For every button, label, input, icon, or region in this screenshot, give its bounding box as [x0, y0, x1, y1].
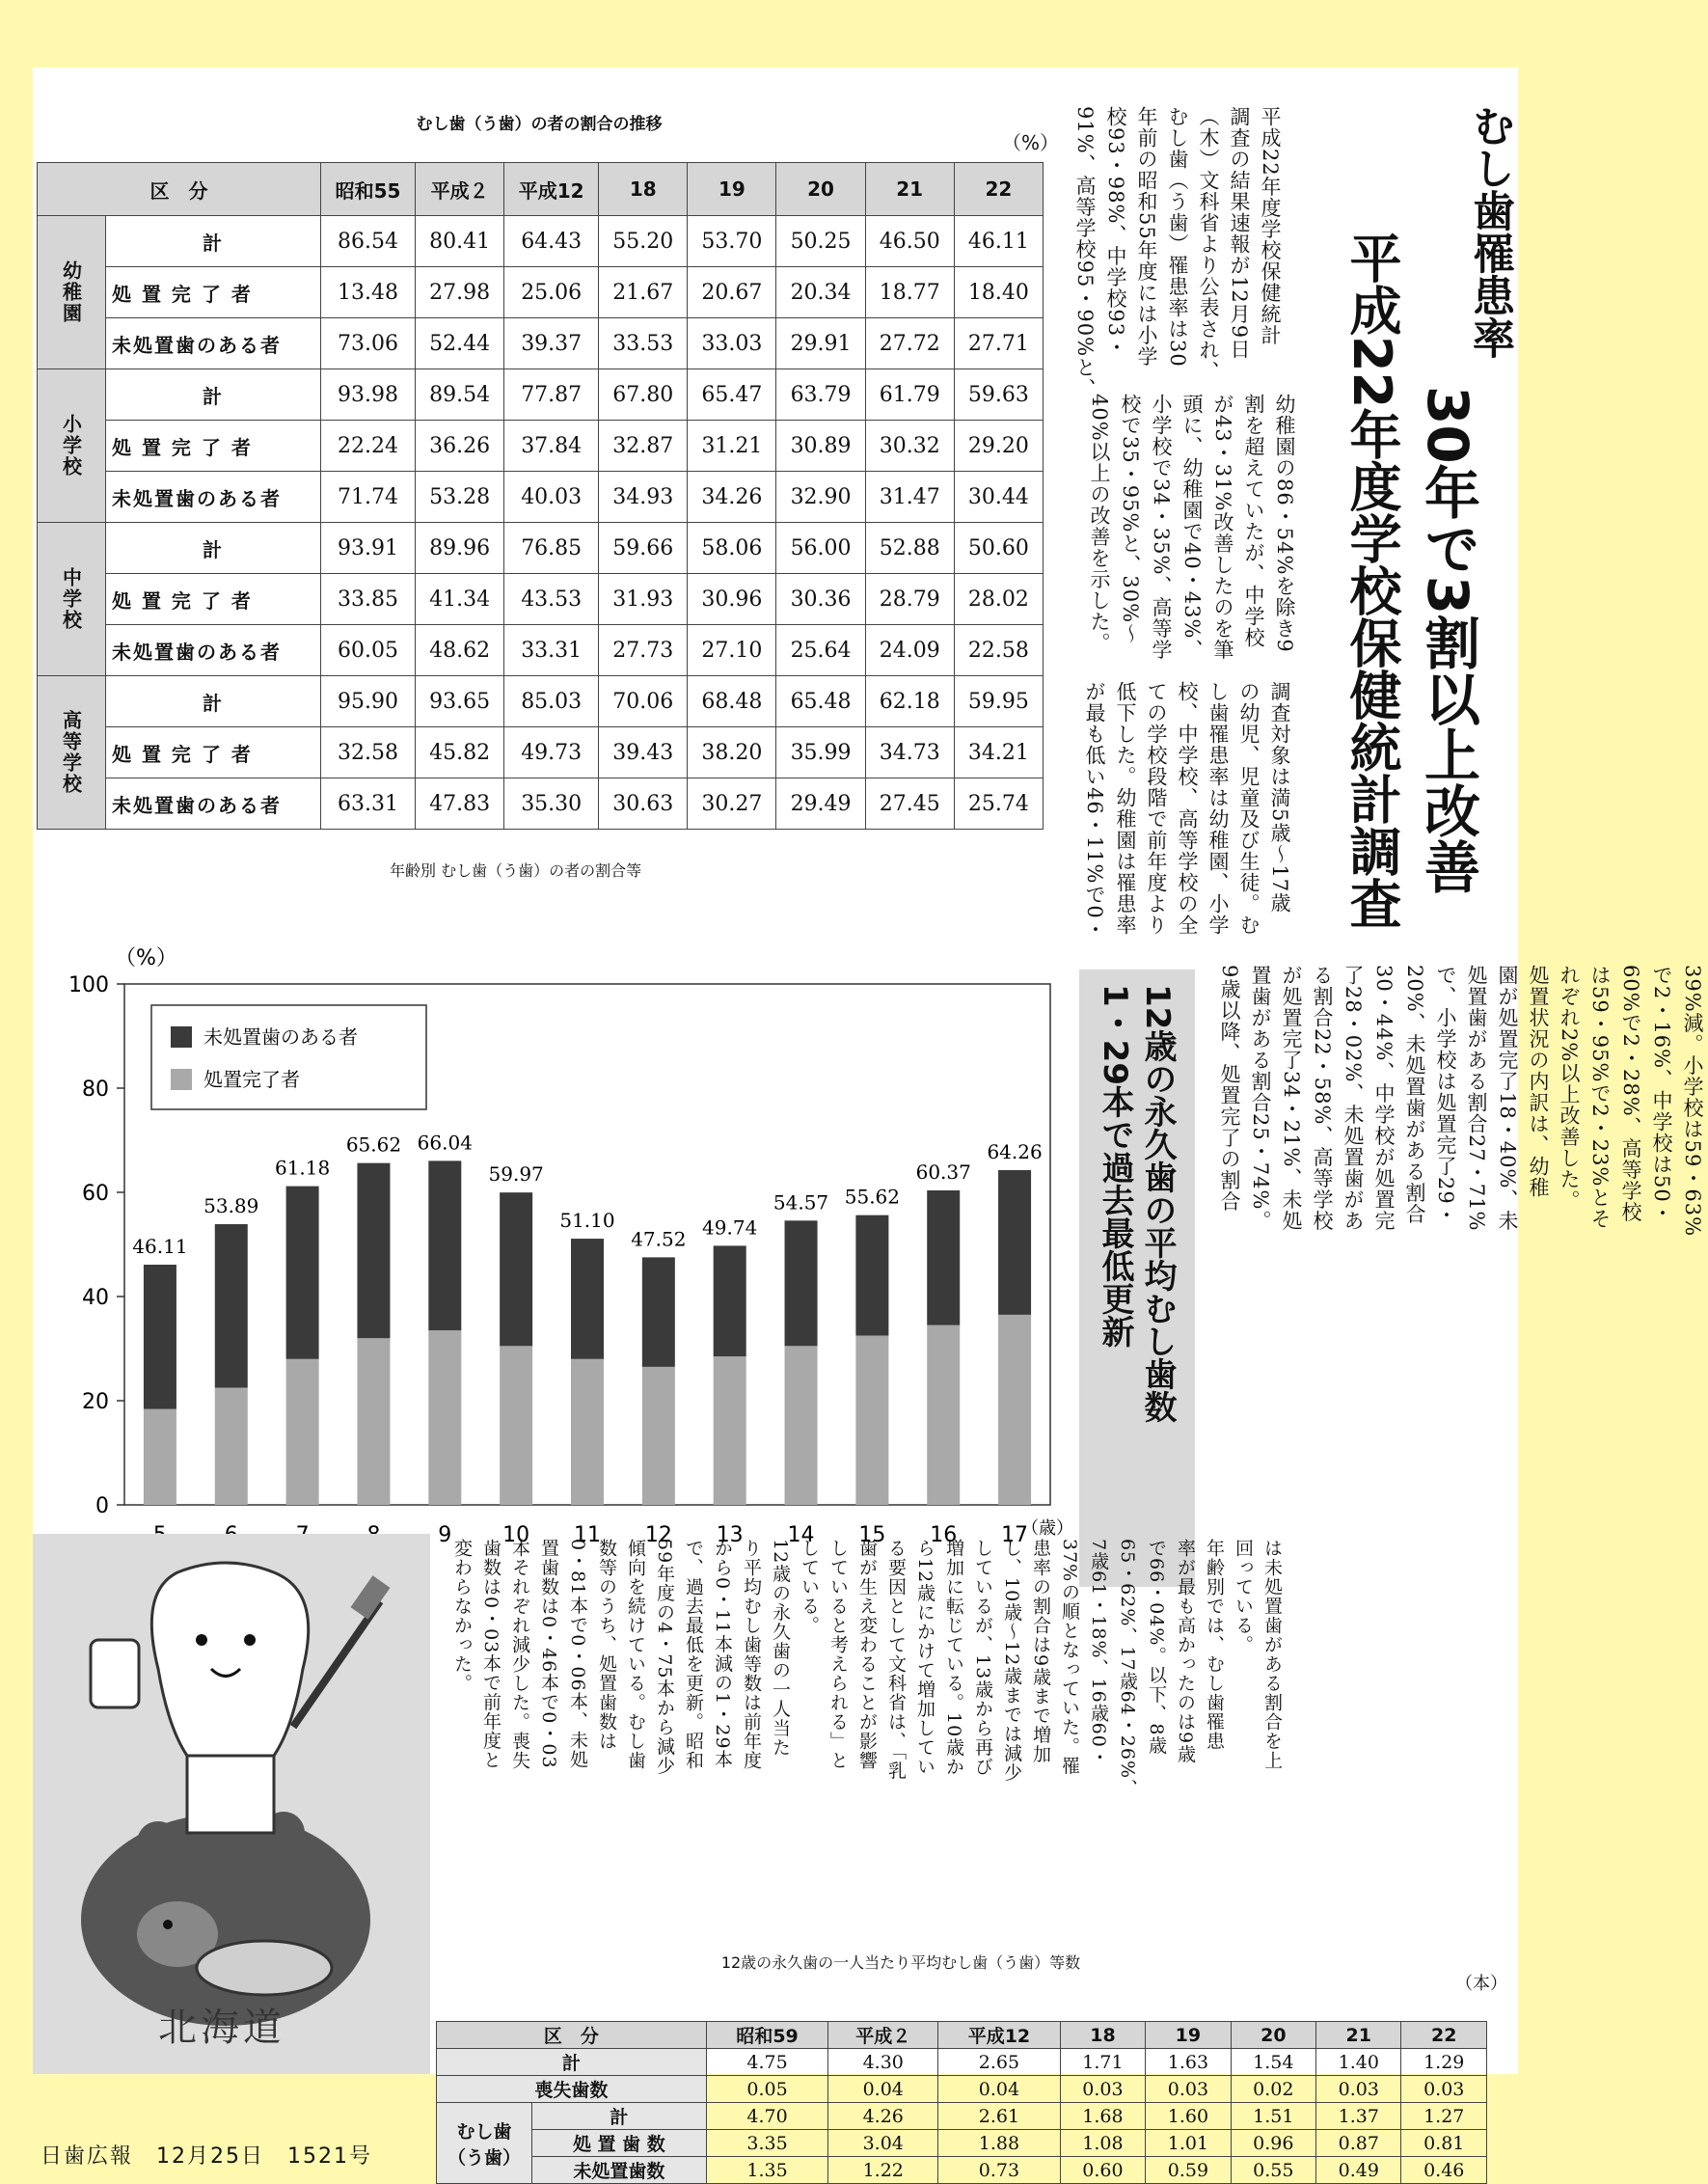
table2-cell: 0.05 — [706, 2076, 828, 2103]
article-low: は未処置歯がある割合を上 回っている。 年齢別では、むし歯罹患 率が最も高かったのは9歳 で66・04%。以下、8歳 65・62%、17歳64・26%、 7歳61・18%、16歳60・ 37%の順となっていた。罹 患率の割合は9歳まで増加 し、10歳〜12歳までは減少 しているが、13歳から再び 増加に転じている。10歳か ら12歳にかけて増加してい る要因として文科省は、「乳 歯が生え変わることが影響 していると考えられる」と している。 12歳の永久歯の一人当た り平均むし歯等数は前年度 から0・11本減の1・29本 で、過去最低を更新。昭和 59年度の4・75本から減少 傾向を続けている。むし歯 数等のうち、処置歯数は 0・81本で0・06本、未処 置歯数は0・46本で0・03 本それぞれ減少した。喪失 歯数は0・03本で前年度と 変わらなかった。 — [451, 1539, 1283, 1798]
table1-cell: 30.63 — [599, 778, 688, 830]
table2-cell: 1.60 — [1146, 2103, 1231, 2130]
y-tick-label: 0 — [95, 1494, 109, 1518]
table2-cell: 0.04 — [938, 2076, 1061, 2103]
x-tick-label: 11 — [574, 1523, 601, 1547]
legend-label-treated: 処置完了者 — [203, 1068, 300, 1091]
table2-cell: 1.51 — [1231, 2103, 1315, 2130]
table1-cell: 25.06 — [504, 267, 599, 318]
table1-cell: 28.02 — [954, 574, 1043, 625]
table1-cell: 30.96 — [688, 574, 776, 625]
table1-header-year: 昭和55 — [321, 163, 416, 216]
table2-cell: 4.70 — [706, 2103, 828, 2130]
table1-cell: 25.74 — [954, 778, 1043, 830]
y-tick-label: 80 — [82, 1078, 109, 1102]
table1-cell: 45.82 — [416, 727, 504, 778]
table1-cell: 50.60 — [954, 523, 1043, 574]
table2-cell: 4.75 — [706, 2049, 828, 2076]
bar-total-label: 54.57 — [773, 1190, 829, 1215]
table1-cell: 18.40 — [954, 267, 1043, 318]
table2-cell: 0.96 — [1231, 2130, 1315, 2157]
bar-untreated — [998, 1170, 1031, 1315]
table2-header-year: 21 — [1316, 2022, 1401, 2049]
table1-cell: 64.43 — [504, 216, 599, 267]
mascot-label: 北海道 — [158, 2006, 285, 2050]
table1-cell: 34.93 — [599, 472, 688, 523]
y-axis-unit: （%） — [115, 946, 177, 970]
table2-cell: 2.61 — [938, 2103, 1061, 2130]
table1-row — [38, 267, 1044, 318]
table1-cell: 20.34 — [776, 267, 865, 318]
tooth-head — [151, 1563, 308, 1756]
table1-header-year: 20 — [776, 163, 865, 216]
table1-cell: 30.27 — [688, 778, 776, 830]
table1-cell: 70.06 — [599, 676, 688, 727]
table1-cell: 18.77 — [865, 267, 954, 318]
table1-row — [38, 574, 1044, 625]
table1-row — [38, 472, 1044, 523]
table1-cell: 30.32 — [865, 421, 954, 472]
table2-cell: 0.87 — [1316, 2130, 1401, 2157]
table2-cell: 1.54 — [1231, 2049, 1315, 2076]
table1-header-year: 平成２ — [416, 163, 504, 216]
tooth-bear-mascot-image — [33, 1534, 430, 2074]
table1-row-label: 処 置 完 了 者 — [106, 574, 321, 625]
table1-cell: 35.99 — [776, 727, 865, 778]
chart-title: 年齢別 むし歯（う歯）の者の割合等 — [390, 861, 642, 880]
legend-swatch-treated — [171, 1069, 192, 1090]
table2-cell: 0.81 — [1401, 2130, 1487, 2157]
table1-cell: 61.79 — [865, 369, 954, 421]
table1-row — [38, 727, 1044, 778]
table1-row-label: 処 置 完 了 者 — [106, 267, 321, 318]
table1-cell: 32.87 — [599, 421, 688, 472]
table1-cell: 22.24 — [321, 421, 416, 472]
bar-treated — [500, 1346, 532, 1505]
y-tick-label: 20 — [82, 1390, 109, 1414]
bar-treated — [428, 1330, 461, 1505]
table1-cell: 28.79 — [865, 574, 954, 625]
table1-header-year: 平成12 — [504, 163, 599, 216]
table2-cell: 0.03 — [1316, 2076, 1401, 2103]
table1-cell: 80.41 — [416, 216, 504, 267]
article-top-col3: 調査対象は満5歳〜17歳 の幼児、児童及び生徒。む し歯罹患率は幼稚園、小学 校、中学校、高等学校の全 ての学校段階で前年度より 低下した。幼稚園は罹患率 が最も低い46・11%で0・ — [1083, 681, 1291, 941]
bear-body — [81, 1814, 370, 2026]
table1-cell: 40.03 — [504, 472, 599, 523]
article-top-col1: 平成22年度学校保健統計 調査の結果速報が12月9日 （木）文科省より公表され、 むし歯（う歯）罹患率は30 年前の昭和55年度には小学 校93・98%、中学校93・ 91%、高等学校95・90%と、 — [1073, 106, 1282, 400]
bar-treated — [998, 1315, 1031, 1505]
table2-header-year: 20 — [1231, 2022, 1315, 2049]
bar-treated — [357, 1338, 390, 1505]
table1-cell: 65.47 — [688, 369, 776, 421]
table2-cell: 0.03 — [1060, 2076, 1145, 2103]
tooth-eye-left — [196, 1634, 207, 1646]
table2-row-label: 未処置歯数 — [532, 2157, 707, 2184]
table1-cell: 67.80 — [599, 369, 688, 421]
bar-total-label: 61.18 — [274, 1156, 331, 1180]
mascot-illustration — [33, 1534, 430, 2074]
bar-untreated — [785, 1220, 818, 1346]
footer-issue: 日歯広報 12月25日 1521号 — [41, 2144, 372, 2169]
bar-total-label: 53.89 — [203, 1193, 259, 1217]
x-tick-label: 12 — [644, 1523, 672, 1547]
table2-header-category: 区 分 — [437, 2022, 707, 2049]
table2-cell: 0.73 — [938, 2157, 1061, 2184]
table1-cell: 27.73 — [599, 625, 688, 676]
table1-cell: 71.74 — [321, 472, 416, 523]
bear-ear-left — [137, 1821, 179, 1864]
table1-header-row — [38, 163, 1044, 216]
bar-total-label: 64.26 — [987, 1139, 1043, 1163]
table1-row-label: 計 — [106, 523, 321, 574]
bar-untreated — [927, 1190, 960, 1325]
tooth-body — [187, 1756, 274, 1833]
x-tick-label: 9 — [438, 1523, 452, 1547]
headline-main: 30年で3割以上改善 — [1415, 386, 1480, 895]
table1-cell: 31.93 — [599, 574, 688, 625]
table1-cell: 93.98 — [321, 369, 416, 421]
table2-cell: 1.01 — [1146, 2130, 1231, 2157]
table1-cell: 58.06 — [688, 523, 776, 574]
table1-cell: 47.83 — [416, 778, 504, 830]
table1-row-label: 計 — [106, 676, 321, 727]
table1-cell: 32.90 — [776, 472, 865, 523]
bar-untreated — [642, 1257, 675, 1367]
table1-cell: 46.11 — [954, 216, 1043, 267]
y-tick-label: 100 — [68, 973, 109, 997]
table1-cell: 89.96 — [416, 523, 504, 574]
table2-cell: 1.29 — [1401, 2049, 1487, 2076]
table2-cell: 1.37 — [1316, 2103, 1401, 2130]
table1-cell: 27.10 — [688, 625, 776, 676]
bar-untreated — [855, 1215, 888, 1336]
bar-treated — [855, 1336, 888, 1506]
table2-cell: 3.35 — [706, 2130, 828, 2157]
table2-row — [437, 2076, 1487, 2103]
bar-untreated — [215, 1224, 248, 1388]
article-top-col2: 幼稚園の86・54%を除き9 割を超えていたが、中学校 が43・31%改善したのを筆 頭に、幼稚園で40・43%、 小学校で34・35%、高等学 校で35・95%と、30%〜 40%以上の改善を示した。 — [1088, 394, 1296, 661]
table2-row-label: 計 — [532, 2103, 707, 2130]
table1-cell: 59.63 — [954, 369, 1043, 421]
table1-cell: 43.53 — [504, 574, 599, 625]
table1-cell: 24.09 — [865, 625, 954, 676]
table1-cell: 30.44 — [954, 472, 1043, 523]
table1-cell: 53.70 — [688, 216, 776, 267]
table1-cell: 52.88 — [865, 523, 954, 574]
bar-treated — [144, 1409, 176, 1505]
toothbrush-head — [351, 1575, 391, 1619]
bar-treated — [785, 1346, 818, 1505]
table1-cell: 89.54 — [416, 369, 504, 421]
bar-treated — [215, 1388, 248, 1506]
table1-cell: 31.47 — [865, 472, 954, 523]
table1-row-label: 未処置歯のある者 — [106, 778, 321, 830]
table2-cell: 0.04 — [828, 2076, 938, 2103]
table1-cell: 63.31 — [321, 778, 416, 830]
table1-cell: 36.26 — [416, 421, 504, 472]
bar-total-label: 46.11 — [132, 1235, 188, 1259]
bar-total-label: 49.74 — [702, 1215, 758, 1240]
table2-cell: 1.22 — [828, 2157, 938, 2184]
table1-cell: 33.31 — [504, 625, 599, 676]
y-tick-label: 40 — [82, 1286, 109, 1310]
table1-cell: 37.84 — [504, 421, 599, 472]
table1-cell: 25.64 — [776, 625, 865, 676]
table2-cell: 0.46 — [1401, 2157, 1487, 2184]
fish — [197, 1941, 332, 1995]
table1-group-label: 中学校 — [38, 523, 106, 676]
table1-cell: 13.48 — [321, 267, 416, 318]
table1-cell: 52.44 — [416, 318, 504, 369]
table1-cell: 65.48 — [776, 676, 865, 727]
table2-row — [437, 2130, 1487, 2157]
table1-cell: 85.03 — [504, 676, 599, 727]
table1-cell: 27.72 — [865, 318, 954, 369]
table1-row-label: 未処置歯のある者 — [106, 472, 321, 523]
headline-kicker: むし歯罹患率 — [1465, 104, 1514, 359]
table1-header-year: 19 — [688, 163, 776, 216]
legend-swatch-untreated — [171, 1026, 192, 1048]
table1-cell: 76.85 — [504, 523, 599, 574]
table2-header-row — [437, 2022, 1487, 2049]
bar-total-label: 65.62 — [345, 1133, 402, 1157]
bar-total-label: 51.10 — [559, 1209, 615, 1233]
y-tick-label: 60 — [82, 1182, 109, 1206]
bar-total-label: 47.52 — [631, 1227, 687, 1251]
bar-treated — [927, 1325, 960, 1505]
table2-cell: 0.59 — [1146, 2157, 1231, 2184]
table1-cell: 39.43 — [599, 727, 688, 778]
subheadline: 12歳の永久歯の平均むし歯数 1・29本で過去最低更新 — [1096, 984, 1177, 1424]
table1-cell: 38.20 — [688, 727, 776, 778]
newspaper-clipping — [33, 68, 1704, 2074]
table1-cell: 56.00 — [776, 523, 865, 574]
table2-cell: 0.03 — [1146, 2076, 1231, 2103]
table2-header-year: 18 — [1060, 2022, 1145, 2049]
table1-cell: 27.45 — [865, 778, 954, 830]
table1-cell: 34.21 — [954, 727, 1043, 778]
table2-cell: 1.68 — [1060, 2103, 1145, 2130]
bar-total-label: 59.97 — [488, 1162, 544, 1187]
table1-row — [38, 318, 1044, 369]
table2-cell: 0.60 — [1060, 2157, 1145, 2184]
table2-cell: 1.08 — [1060, 2130, 1145, 2157]
table1-cell: 32.58 — [321, 727, 416, 778]
table2-cell: 1.27 — [1401, 2103, 1487, 2130]
table1-cell: 41.34 — [416, 574, 504, 625]
table1-cell: 35.30 — [504, 778, 599, 830]
table1-row-label: 処 置 完 了 者 — [106, 421, 321, 472]
table1-cell: 33.03 — [688, 318, 776, 369]
headline-sub: 平成22年度学校保健統計調査 — [1342, 232, 1402, 930]
caries-ratio-table — [37, 162, 1044, 830]
table1-cell: 27.71 — [954, 318, 1043, 369]
table1-cell: 48.62 — [416, 625, 504, 676]
table2-header-year: 22 — [1401, 2022, 1487, 2049]
table2-cell: 0.49 — [1316, 2157, 1401, 2184]
table1-cell: 60.05 — [321, 625, 416, 676]
table1-cell: 27.98 — [416, 267, 504, 318]
table1-cell: 55.20 — [599, 216, 688, 267]
table2-cell: 4.26 — [828, 2103, 938, 2130]
table2-cell: 1.71 — [1060, 2049, 1145, 2076]
table1-cell: 73.06 — [321, 318, 416, 369]
table1-cell: 29.91 — [776, 318, 865, 369]
legend-label-untreated: 未処置歯のある者 — [203, 1025, 358, 1049]
table1-row — [38, 523, 1044, 574]
table1-unit: （%） — [1002, 131, 1060, 154]
table1-header-year: 21 — [865, 163, 954, 216]
table1-title: むし歯（う歯）の者の割合の推移 — [416, 115, 663, 134]
table1-cell: 49.73 — [504, 727, 599, 778]
table1-cell: 39.37 — [504, 318, 599, 369]
table2-header-year: 19 — [1146, 2022, 1231, 2049]
table1-cell: 30.36 — [776, 574, 865, 625]
milk-jar — [91, 1640, 139, 1707]
bar-untreated — [571, 1239, 604, 1359]
bar-untreated — [144, 1265, 176, 1409]
table1-cell: 50.25 — [776, 216, 865, 267]
x-tick-label: 10 — [502, 1523, 530, 1547]
bar-treated — [286, 1359, 319, 1505]
article-mid: 39%減。小学校は59・63% で2・16%、中学校は50・ 60%で2・28%、高等学校 は59・95%で2・23%とそ れぞれ2%以上改善した。 処置状況の内訳は、幼稚 園が処置完了18・40%、未 処置歯がある割合27・71% で、小学校は処置完了29・ 20%、未処置歯がある割合 30・44%、中学校が処置完 了28・02%、未処置歯があ る割合22・58%、高等学校 が処置完了34・21%、未処 置歯がある割合25・74%。 9歳以降、処置完了の割合 — [1218, 965, 1704, 1238]
table1-header-year: 22 — [954, 163, 1043, 216]
table1-cell: 63.79 — [776, 369, 865, 421]
table1-cell: 53.28 — [416, 472, 504, 523]
age-caries-bar-chart — [33, 878, 1074, 1611]
table1-cell: 29.49 — [776, 778, 865, 830]
x-tick-label: 14 — [787, 1523, 815, 1547]
table1-row — [38, 421, 1044, 472]
bar-treated — [571, 1359, 604, 1505]
bar-treated — [714, 1356, 746, 1505]
table2-cell: 1.40 — [1316, 2049, 1401, 2076]
table2-header-year: 昭和59 — [706, 2022, 828, 2049]
table2-unit: （本） — [1455, 1974, 1507, 1994]
table1-cell: 59.66 — [599, 523, 688, 574]
bar-untreated — [500, 1192, 532, 1346]
avg-caries-per-child-table — [436, 2021, 1487, 2184]
table2-title: 12歳の永久歯の一人当たり平均むし歯（う歯）等数 — [720, 1953, 1081, 1972]
legend-box — [151, 1005, 426, 1109]
table2-cell: 4.30 — [828, 2049, 938, 2076]
table1-row — [38, 676, 1044, 727]
table1-group-label: 高等学校 — [38, 676, 106, 830]
table2-cell: 3.04 — [828, 2130, 938, 2157]
x-tick-label: 13 — [716, 1523, 744, 1547]
table2-header-year: 平成２ — [828, 2022, 938, 2049]
table1-row-label: 未処置歯のある者 — [106, 625, 321, 676]
x-axis-unit: （歳） — [1021, 1518, 1073, 1539]
table2-cell: 1.63 — [1146, 2049, 1231, 2076]
table2-cell: 1.35 — [706, 2157, 828, 2184]
tooth-eye-right — [244, 1634, 256, 1646]
bar-total-label: 55.62 — [844, 1185, 901, 1209]
table1-cell: 59.95 — [954, 676, 1043, 727]
table1-cell: 29.20 — [954, 421, 1043, 472]
table2-header-year: 平成12 — [938, 2022, 1061, 2049]
table1-row — [38, 216, 1044, 267]
bar-untreated — [357, 1163, 390, 1339]
table1-cell: 33.53 — [599, 318, 688, 369]
table1-group-label: 幼稚園 — [38, 216, 106, 369]
x-tick-label: 16 — [930, 1523, 958, 1547]
table1-row-label: 計 — [106, 369, 321, 421]
bar-untreated — [286, 1187, 319, 1359]
table2-group-label: むし歯（う歯） — [437, 2103, 532, 2184]
bar-total-label: 60.37 — [915, 1160, 971, 1185]
table1-cell: 95.90 — [321, 676, 416, 727]
table1-cell: 46.50 — [865, 216, 954, 267]
bear-eye — [163, 1920, 173, 1929]
table1-header-category: 区 分 — [38, 163, 321, 216]
table1-cell: 21.67 — [599, 267, 688, 318]
table1-cell: 77.87 — [504, 369, 599, 421]
table1-cell: 93.65 — [416, 676, 504, 727]
table1-row-label: 計 — [106, 216, 321, 267]
table2-row-label: 喪失歯数 — [437, 2076, 707, 2103]
table2-cell: 0.55 — [1231, 2157, 1315, 2184]
table2-row-label: 処 置 歯 数 — [532, 2130, 707, 2157]
table2-cell: 0.02 — [1231, 2076, 1315, 2103]
table1-cell: 30.89 — [776, 421, 865, 472]
table1-header-year: 18 — [599, 163, 688, 216]
table1-row — [38, 369, 1044, 421]
bar-untreated — [428, 1160, 461, 1330]
table2-row — [437, 2103, 1487, 2130]
table2-cell: 1.88 — [938, 2130, 1061, 2157]
table1-cell: 86.54 — [321, 216, 416, 267]
bar-treated — [642, 1367, 675, 1505]
bar-total-label: 66.04 — [417, 1131, 473, 1155]
table1-row — [38, 625, 1044, 676]
table1-row-label: 未処置歯のある者 — [106, 318, 321, 369]
table1-cell: 31.21 — [688, 421, 776, 472]
table1-cell: 20.67 — [688, 267, 776, 318]
table1-cell: 33.85 — [321, 574, 416, 625]
table1-row — [38, 778, 1044, 830]
table1-group-label: 小学校 — [38, 369, 106, 523]
table2-cell: 2.65 — [938, 2049, 1061, 2076]
table1-cell: 68.48 — [688, 676, 776, 727]
table2-row — [437, 2157, 1487, 2184]
table2-row — [437, 2049, 1487, 2076]
table1-cell: 34.26 — [688, 472, 776, 523]
x-tick-label: 15 — [858, 1523, 886, 1547]
table1-cell: 34.73 — [865, 727, 954, 778]
table1-cell: 62.18 — [865, 676, 954, 727]
bar-untreated — [714, 1245, 746, 1356]
x-tick-label: 17 — [1001, 1523, 1029, 1547]
table1-cell: 22.58 — [954, 625, 1043, 676]
table2-row-label: 計 — [437, 2049, 707, 2076]
table1-cell: 93.91 — [321, 523, 416, 574]
table1-row-label: 処 置 完 了 者 — [106, 727, 321, 778]
table2-cell: 0.03 — [1401, 2076, 1487, 2103]
